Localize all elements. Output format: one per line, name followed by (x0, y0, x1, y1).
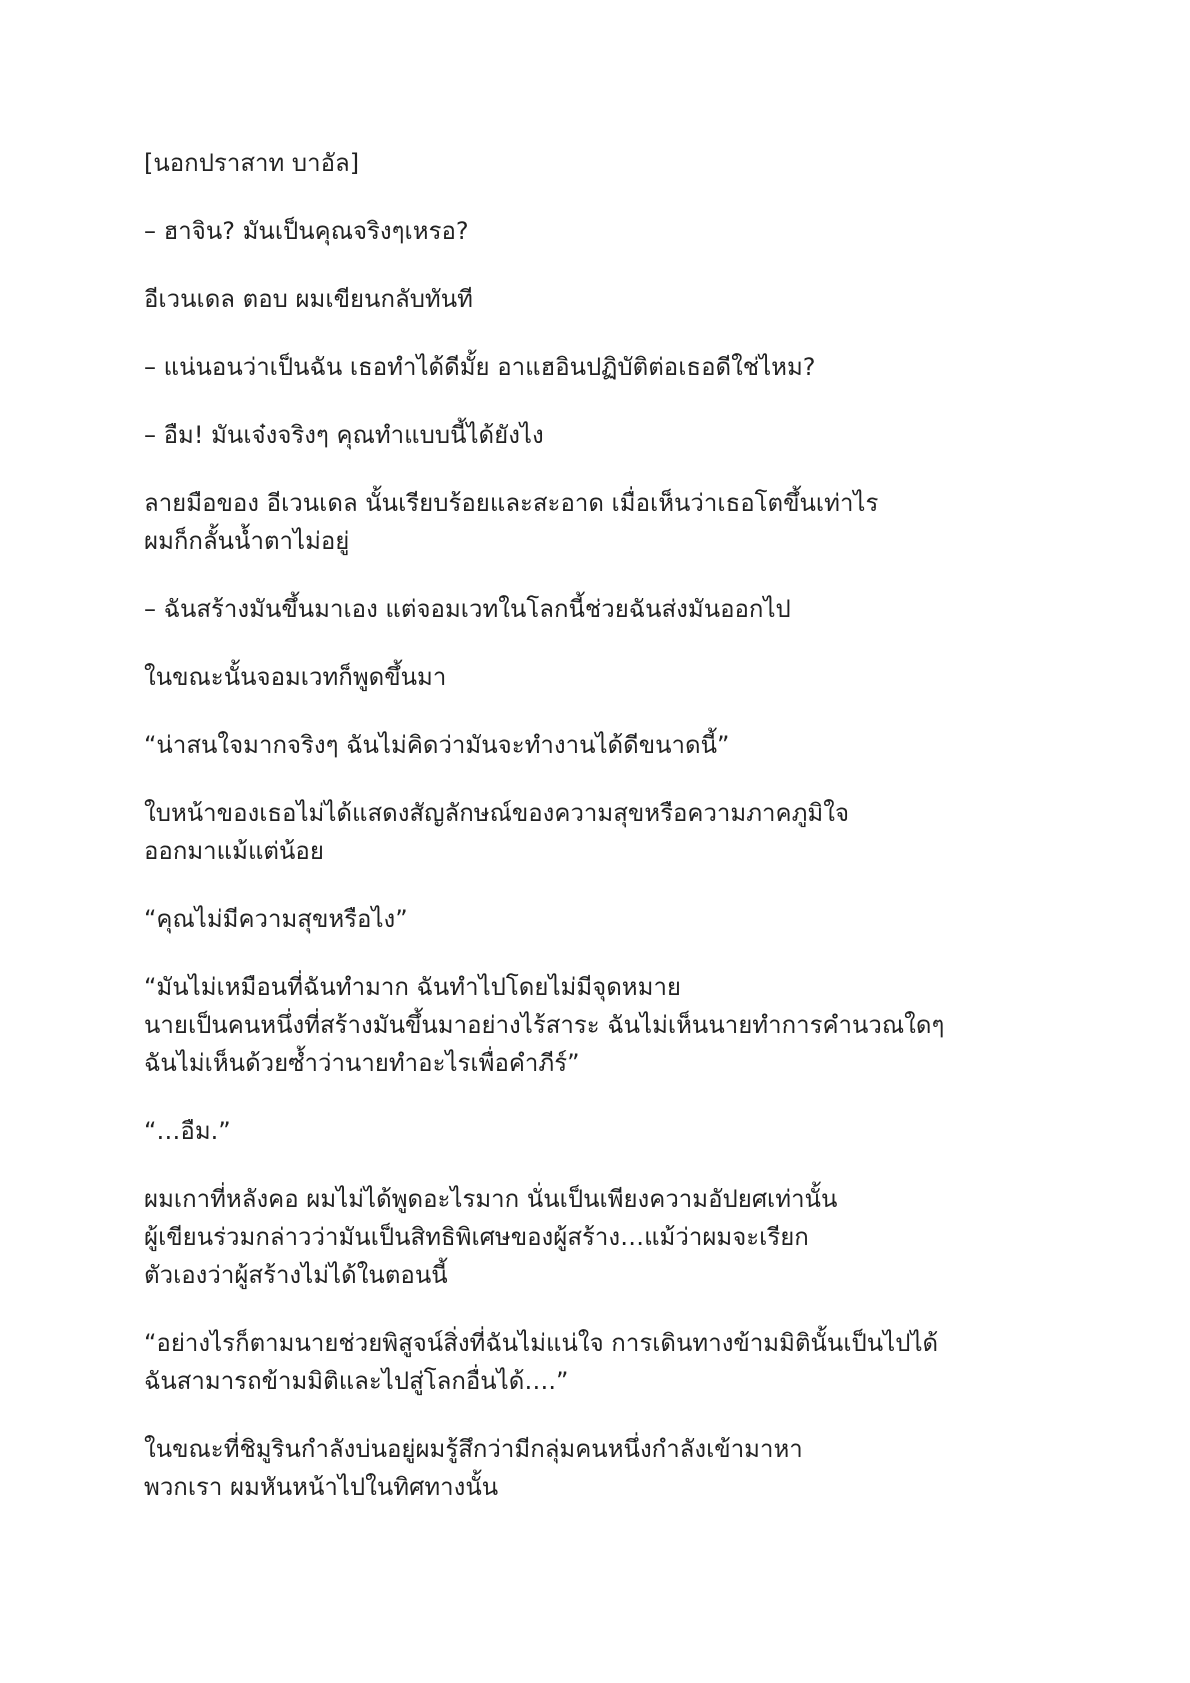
text-line: ในขณะนั้นจอมเวทก็พูดขึ้นมา (144, 663, 447, 691)
text-line: “มันไม่เหมือนที่ฉันทำมาก ฉันทำไปโดยไม่มีจุดหมาย (144, 973, 681, 1001)
document-page (144, 144, 1104, 1506)
paragraph-dialogue (144, 1112, 1104, 1150)
text-line: ลายมือของ อีเวนเดล นั้นเรียบร้อยและสะอาด เมื่อเห็นว่าเธอโตขึ้นเท่าไร (144, 489, 879, 517)
text-line: “คุณไม่มีความสุขหรือไง” (144, 905, 408, 933)
paragraph-dialogue (144, 416, 1104, 454)
text-line: ผู้เขียนร่วมกล่าวว่ามันเป็นสิทธิพิเศษของผู้สร้าง…แม้ว่าผมจะเรียก (144, 1223, 809, 1251)
text-line: ฉันสามารถข้ามมิติและไปสู่โลกอื่นได้….” (144, 1367, 569, 1395)
text-line: “…อืม.” (144, 1117, 231, 1145)
paragraph-dialogue (144, 212, 1104, 250)
text-line: พวกเรา ผมหันหน้าไปในทิศทางนั้น (144, 1473, 499, 1501)
text-line: ตัวเองว่าผู้สร้างไม่ได้ในตอนนี้ (144, 1261, 448, 1289)
text-line: ฉันไม่เห็นด้วยซ้ำว่านายทำอะไรเพื่อคำภีร์” (144, 1049, 580, 1077)
paragraph-narration (144, 484, 1104, 560)
paragraph-narration (144, 1180, 1104, 1294)
text-line: – แน่นอนว่าเป็นฉัน เธอทำได้ดีมั้ย อาแฮอินปฏิบัติต่อเธอดีใช่ไหม? (144, 353, 816, 381)
paragraph-narration (144, 280, 1104, 318)
text-line: – ฉันสร้างมันขึ้นมาเอง แต่จอมเวทในโลกนี้ช่วยฉันส่งมันออกไป (144, 595, 791, 623)
text-line: – ฮาจิน? มันเป็นคุณจริงๆเหรอ? (144, 217, 469, 245)
text-line: [นอกปราสาท บาอัล] (144, 149, 360, 177)
text-line: ในขณะที่ชิมูรินกำลังบ่นอยู่ผมรู้สึกว่ามีกลุ่มคนหนึ่งกำลังเข้ามาหา (144, 1435, 803, 1463)
paragraph-narration (144, 658, 1104, 696)
text-line: ผมก็กลั้นน้ำตาไม่อยู่ (144, 527, 350, 555)
paragraph-dialogue (144, 726, 1104, 764)
text-line: อีเวนเดล ตอบ ผมเขียนกลับทันที (144, 285, 473, 313)
paragraph-dialogue (144, 590, 1104, 628)
text-line: – อืม! มันเจ๋งจริงๆ คุณทำแบบนี้ได้ยังไง (144, 421, 544, 449)
text-line: “อย่างไรก็ตามนายช่วยพิสูจน์สิ่งที่ฉันไม่แน่ใจ การเดินทางข้ามมิตินั้นเป็นไปได้ (144, 1329, 939, 1357)
text-line: “น่าสนใจมากจริงๆ ฉันไม่คิดว่ามันจะทำงานได้ดีขนาดนี้” (144, 731, 730, 759)
paragraph-dialogue (144, 968, 1104, 1082)
paragraph-narration (144, 794, 1104, 870)
text-line: ผมเกาที่หลังคอ ผมไม่ได้พูดอะไรมาก นั่นเป็นเพียงความอัปยศเท่านั้น (144, 1185, 838, 1213)
text-line: ใบหน้าของเธอไม่ได้แสดงสัญลักษณ์ของความสุขหรือความภาคภูมิใจ (144, 799, 849, 827)
paragraph-dialogue (144, 348, 1104, 386)
paragraph-dialogue (144, 900, 1104, 938)
paragraph-dialogue (144, 1324, 1104, 1400)
paragraph-location-heading (144, 144, 1104, 182)
paragraph-narration (144, 1430, 1104, 1506)
text-line: นายเป็นคนหนึ่งที่สร้างมันขึ้นมาอย่างไร้สาระ ฉันไม่เห็นนายทำการคำนวณใดๆ (144, 1011, 945, 1039)
text-line: ออกมาแม้แต่น้อย (144, 837, 324, 865)
